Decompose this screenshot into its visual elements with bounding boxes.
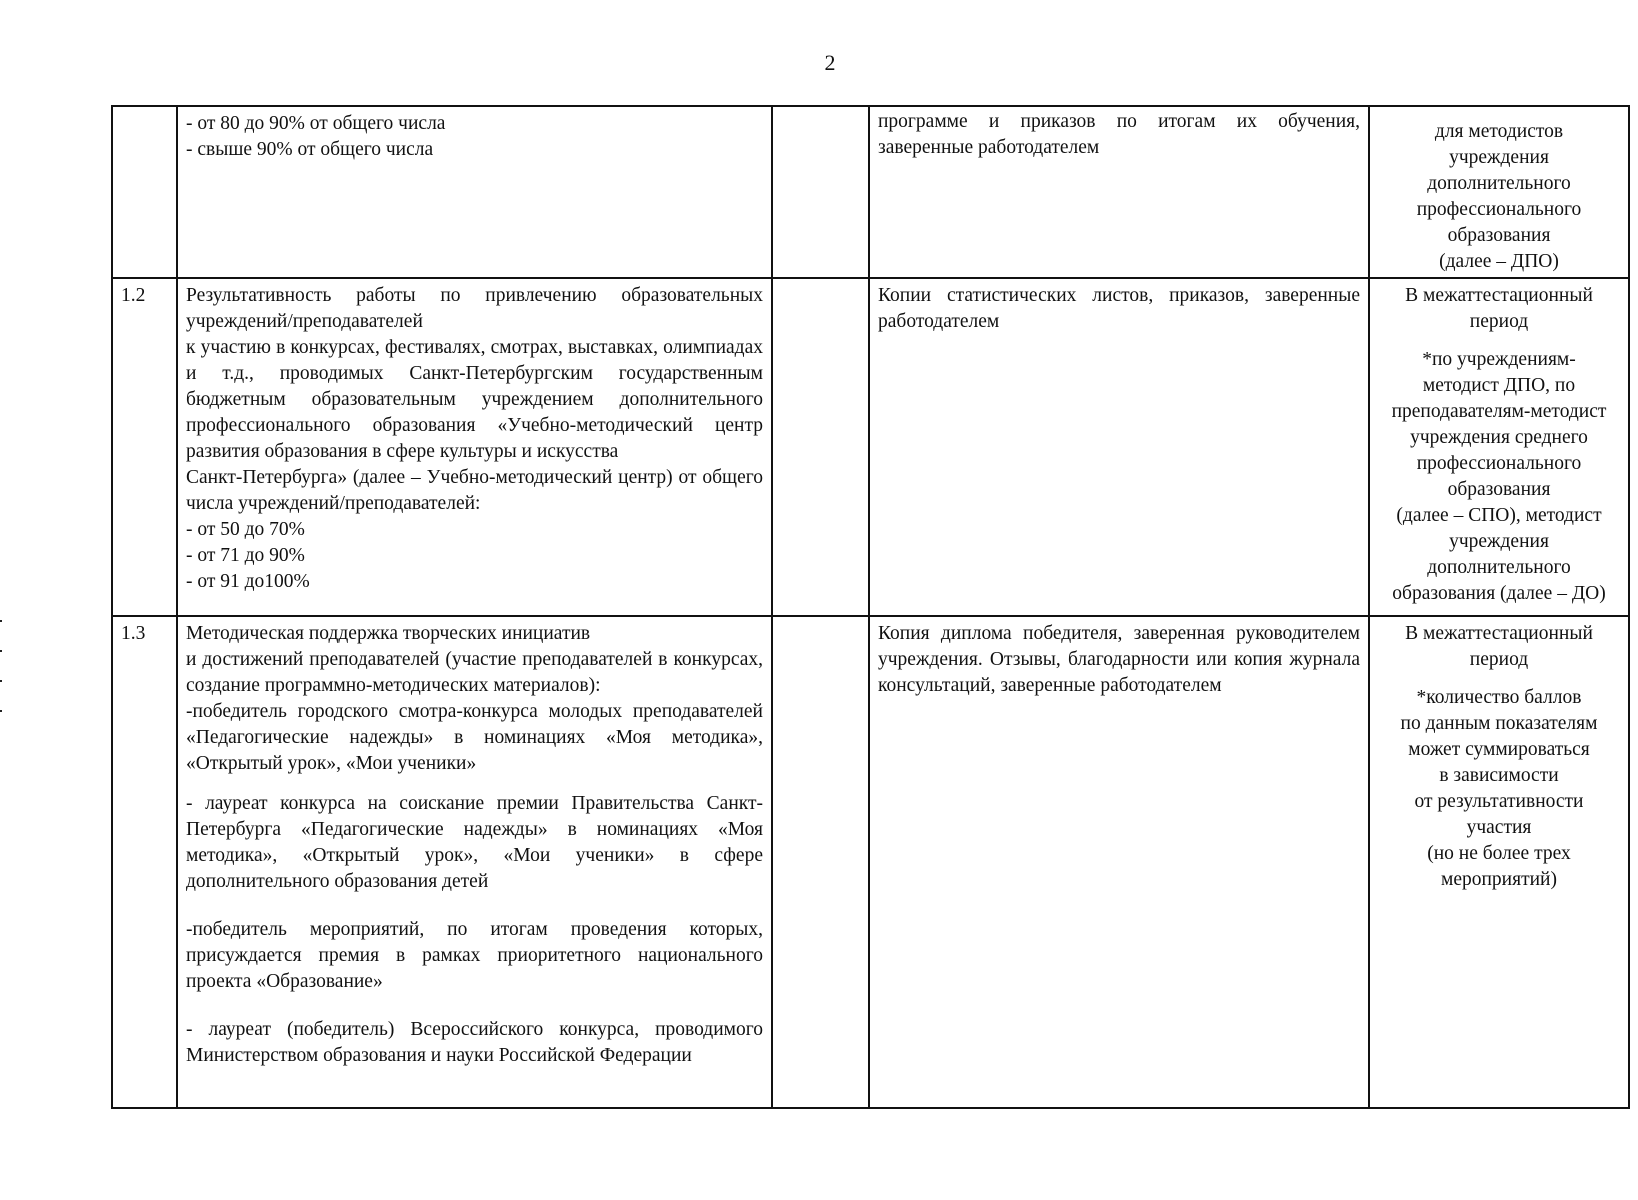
note-line: методист ДПО, по bbox=[1422, 375, 1576, 396]
criteria-item: -победитель городского смотра-конкурса молодых преподавателей «Педагогические надежды» в номинациях «Моя методика», «Открытый урок», «Мои ученики» bbox=[186, 701, 763, 774]
note-line: профессионального bbox=[1416, 199, 1582, 220]
documents-cell: Копии статистических листов, приказов, заверенные работодателем bbox=[869, 278, 1369, 616]
note-head: В межаттестационный период bbox=[1405, 285, 1593, 332]
row-number: 1.3 bbox=[112, 616, 177, 1108]
criteria-item: - лауреат конкурса на соискание премии Правительства Санкт-Петербурга «Педагогические надежды» в номинациях «Моя методика», «Открытый урок», «Мои ученики» в сфере дополнительного образования детей bbox=[186, 793, 763, 892]
note-line: дополнительного bbox=[1427, 557, 1571, 578]
points-cell bbox=[772, 278, 869, 616]
criteria-list-item: - от 91 до100% bbox=[186, 571, 310, 592]
points-cell bbox=[772, 106, 869, 278]
note-line: образования bbox=[1447, 225, 1551, 246]
criteria-cell bbox=[177, 106, 772, 278]
criteria-line: - от 80 до 90% от общего числа bbox=[186, 113, 446, 134]
paragraph-spacer bbox=[186, 777, 763, 791]
table-row bbox=[112, 106, 1629, 278]
note-line: *количество баллов bbox=[1416, 687, 1582, 708]
page-number bbox=[0, 50, 1638, 76]
note-line: учреждения bbox=[1449, 147, 1549, 168]
paragraph-spacer bbox=[186, 995, 763, 1017]
note-line: для методистов bbox=[1434, 121, 1564, 142]
page-number-text: 2 bbox=[824, 50, 836, 75]
note-line: мероприятий) bbox=[1441, 869, 1557, 890]
criteria-intro: Методическая поддержка творческих инициатив bbox=[186, 623, 591, 644]
note-line: преподавателям-методист bbox=[1391, 401, 1607, 422]
criteria-cell bbox=[177, 278, 772, 616]
note-line: дополнительного bbox=[1427, 173, 1571, 194]
scan-edge-marks bbox=[0, 620, 3, 740]
documents-cell: программе и приказов по итогам их обучения, заверенные работодателем bbox=[869, 106, 1369, 278]
note-line: (далее – СПО), методист bbox=[1396, 505, 1602, 526]
note-line: образования (далее – ДО) bbox=[1392, 583, 1606, 604]
note-line: (но не более трех bbox=[1427, 843, 1571, 864]
criteria-list-item: - от 50 до 70% bbox=[186, 519, 305, 540]
paragraph-spacer bbox=[186, 895, 763, 917]
row-number bbox=[112, 106, 177, 278]
criteria-item: - лауреат (победитель) Всероссийского конкурса, проводимого Министерством образования и науки Российской Федерации bbox=[186, 1019, 763, 1066]
criteria-intro: Результативность работы по привлечению образовательных учреждений/преподавателей bbox=[186, 285, 763, 332]
note-line: учреждения среднего bbox=[1410, 427, 1588, 448]
note-line: по данным показателям bbox=[1400, 713, 1598, 734]
criteria-body: к участию в конкурсах, фестивалях, смотрах, выставках, олимпиадах и т.д., проводимых Санкт-Петербургским государственным бюджетным образовательным учреждением дополнительного профессионального образования «Учебно-методический центр развития образования в сфере культуры и искусства bbox=[186, 337, 763, 462]
table-row bbox=[112, 278, 1629, 616]
row-number: 1.2 bbox=[112, 278, 177, 616]
criteria-line: - свыше 90% от общего числа bbox=[186, 139, 434, 160]
note-cell bbox=[1369, 278, 1629, 616]
note-line: образования bbox=[1447, 479, 1551, 500]
note-line: *по учреждениям- bbox=[1422, 349, 1576, 370]
note-line: от результативности bbox=[1414, 791, 1584, 812]
note-line: в зависимости bbox=[1439, 765, 1559, 786]
note-spacer bbox=[1378, 335, 1620, 347]
criteria-item: -победитель мероприятий, по итогам проведения которых, присуждается премия в рамках приоритетного национального проекта «Образование» bbox=[186, 919, 763, 992]
note-spacer bbox=[1378, 673, 1620, 685]
table-row bbox=[112, 616, 1629, 1108]
note-line: участия bbox=[1466, 817, 1532, 838]
criteria-table bbox=[111, 105, 1630, 1109]
note-cell bbox=[1369, 106, 1629, 278]
note-line: (далее – ДПО) bbox=[1439, 251, 1559, 272]
points-cell bbox=[772, 616, 869, 1108]
criteria-cell bbox=[177, 616, 772, 1108]
note-line: может суммироваться bbox=[1408, 739, 1590, 760]
note-head: В межаттестационный период bbox=[1405, 623, 1593, 670]
documents-cell: Копия диплома победителя, заверенная руководителем учреждения. Отзывы, благодарности или копия журнала консультаций, заверенные работодателем bbox=[869, 616, 1369, 1108]
criteria-body: Санкт-Петербурга» (далее – Учебно-методический центр) от общего числа учреждений/преподавателей: bbox=[186, 467, 763, 514]
note-line: профессионального bbox=[1416, 453, 1582, 474]
note-cell bbox=[1369, 616, 1629, 1108]
criteria-list-item: - от 71 до 90% bbox=[186, 545, 305, 566]
note-line: учреждения bbox=[1449, 531, 1549, 552]
criteria-body: и достижений преподавателей (участие преподавателей в конкурсах, создание программно-методических материалов): bbox=[186, 649, 763, 696]
